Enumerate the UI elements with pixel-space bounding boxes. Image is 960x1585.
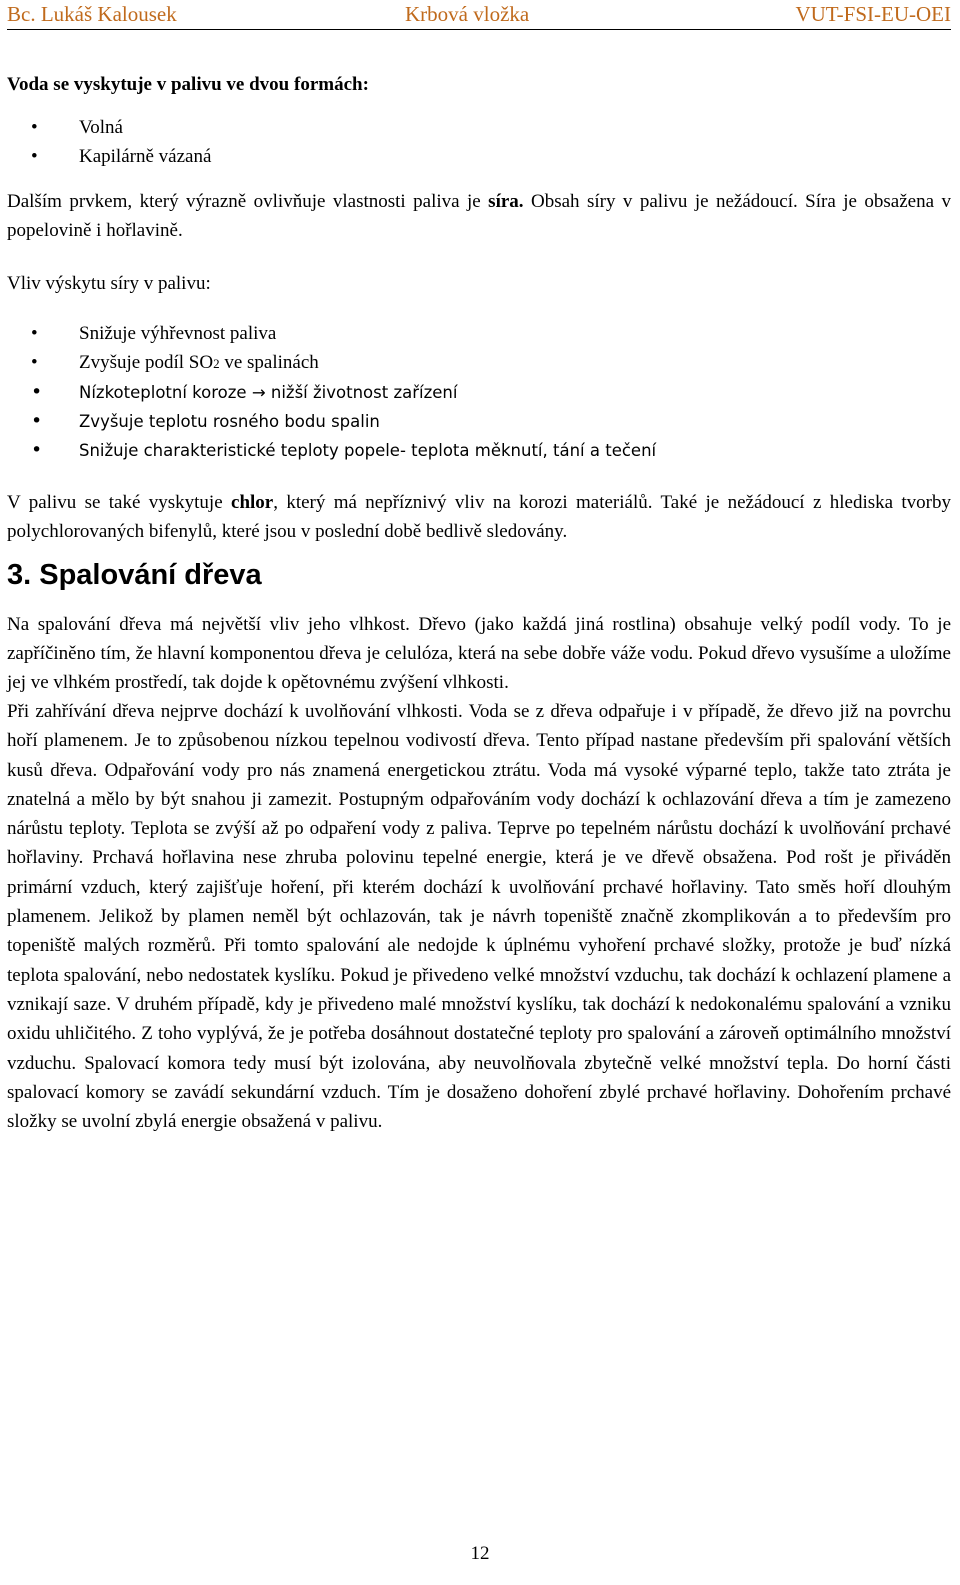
list-item: • Snižuje výhřevnost paliva xyxy=(7,319,951,348)
list-item: • Kapilárně vázaná xyxy=(7,142,951,171)
chlor-text-1: V palivu se také vyskytuje xyxy=(7,492,232,513)
header-title: Krbová vložka xyxy=(405,2,530,26)
so2-text-post: ve spalinách xyxy=(219,352,319,373)
sulfur-text-2: Obsah síry v palivu je nežádoucí. Síra je obsažena v popelovině i hořlavině. xyxy=(7,191,951,241)
list-item: • Nízkoteplotní koroze → nižší životnost zařízení xyxy=(7,378,951,407)
header-author: Bc. Lukáš Kalousek xyxy=(7,2,177,26)
chlor-bold: chlor xyxy=(231,492,274,513)
header-divider xyxy=(7,29,951,30)
header-institution: VUT-FSI-EU-OEI xyxy=(795,2,951,26)
chlor-paragraph xyxy=(7,488,951,546)
sulfur-effects-heading: Vliv výskytu síry v palivu: xyxy=(7,273,211,294)
document-body xyxy=(7,70,951,1136)
water-forms-list xyxy=(7,113,951,171)
page-number: 12 xyxy=(470,1543,490,1564)
section-title: 3. Spalování dřeva xyxy=(7,559,262,591)
sulfur-text-1: Dalším prvkem, který výrazně ovlivňuje vlastnosti paliva je xyxy=(7,191,489,212)
list-item xyxy=(7,348,951,378)
list-item: • Snižuje charakteristické teploty popele- teplota měknutí, tání a tečení xyxy=(7,436,951,465)
chlor-text-2: , který má nepříznivý vliv na korozi materiálů. Také je nežádoucí z hlediska tvorby polychlorovaných bifenylů, které jsou v poslední době bedlivě sledovány. xyxy=(7,492,952,542)
so2-text: Zvyšuje podíl SO xyxy=(79,352,214,373)
sulfur-paragraph xyxy=(7,187,951,245)
list-item: • Zvyšuje teplotu rosného bodu spalin xyxy=(7,407,951,436)
section-paragraph-1: Na spalování dřeva má největší vliv jeho vlhkost. Dřevo (jako každá jiná rostlina) obsahuje velký podíl vody. To je zapříčiněno tím, že hlavní komponentou dřeva je celulóza, která na sebe dobře váže vodu. Pokud dřevo vysušíme a uložíme jej ve vlhkém prostředí, tak dojde k opětovnému zvýšení vlhkosti. xyxy=(7,614,951,693)
so2-subscript: 2 xyxy=(213,356,220,371)
page-header xyxy=(7,2,951,28)
section-paragraph-2: Při zahřívání dřeva nejprve dochází k uvolňování vlhkosti. Voda se z dřeva odpařuje i v případě, že dřevo již na povrchu hoří plamenem. Je to způsobenou nízkou tepelnou vodivostí dřeva. Tento případ nastane především při spalování větších kusů dřeva. Odpařování vody pro nás znamená energetickou ztrátu. Voda má vysoké výparné teplo, takže tato ztráta je znatelná a mělo by být snahou ji zamezit. Postupným odpařováním vody dochází k ochlazování dřeva a tím je zamezeno nárůstu teploty. Teplota se zvýší až po odpaření vody z paliva. Teprve po tepelném nárůstu dochází k uvolňování prchavé hořlaviny. Prchavá hořlavina nese zhruba polovinu tepelné energie, která je ve dřevě obsažena. Pod rošt je přiváděn primární vzduch, který zajišťuje hoření, při kterém dochází k uvolňování prchavé hořlaviny. Tato směs hoří dlouhým plamenem. Jelikož by plamen neměl být ochlazován, tak je návrh topeniště značně zkomplikován a to především pro topeniště malých rozměrů. Při tomto spalování ale nedojde k úplnému vyhoření prchavé složky, protože je buď nízká teplota spalování, nebo nedostatek kyslíku. Pokud je přivedeno velké množství vzduchu, tak dochází k ochlazení plamene a vznikají saze. V druhém případě, kdy je přivedeno malé množství kyslíku, tak dochází k nedokonalému spalování a vzniku oxidu uhličitého. Z toho vyplývá, že je potřeba dosáhnout dostatečné teploty pro spalování a zároveň optimálního množství vzduchu. Spalovací komora tedy musí být izolována, aby neuvolňovala zbytečně velké množství tepla. Do horní části spalovací komory se zavádí sekundární vzduch. Tím je dosaženo dohoření zbylé prchavé hořlaviny. Dohořením prchavé složky se uvolní zbylá energie obsažená v palivu. xyxy=(7,701,951,1133)
sulfur-effects-list xyxy=(7,319,951,465)
water-forms-heading: Voda se vyskytuje v palivu ve dvou formách: xyxy=(7,74,369,95)
list-item: • Volná xyxy=(7,113,951,142)
sulfur-bold: síra. xyxy=(488,191,524,212)
